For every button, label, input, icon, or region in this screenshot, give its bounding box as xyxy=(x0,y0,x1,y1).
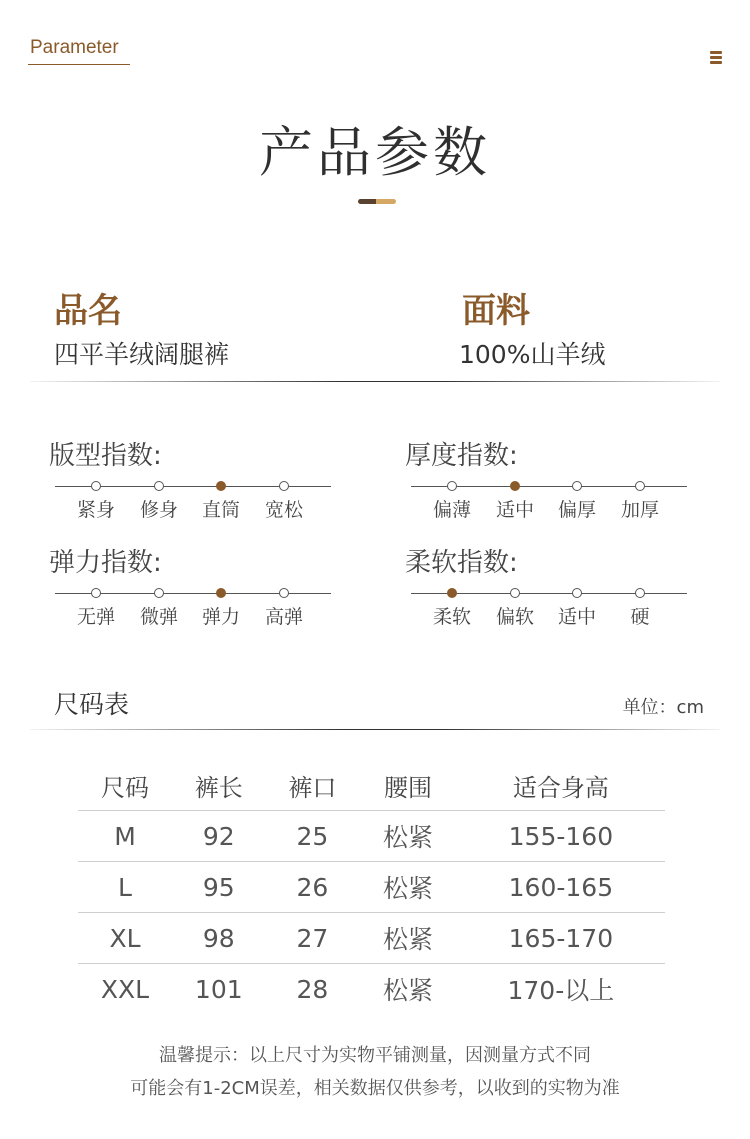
note-line-1: 温馨提示：以上尺寸为实物平铺测量，因测量方式不同 xyxy=(159,1045,591,1066)
table-row xyxy=(78,913,665,964)
scale-option-label: 紧身 xyxy=(76,499,115,521)
table-row xyxy=(78,811,665,862)
scale-option-label: 适中 xyxy=(495,499,534,521)
elasticity-index-scale xyxy=(55,585,331,635)
cell-waist: 松紧 xyxy=(359,964,457,1015)
cell-hem: 25 xyxy=(266,811,360,862)
scale-dot xyxy=(635,481,645,491)
scale-dot xyxy=(91,588,101,598)
softness-index-scale xyxy=(411,585,687,635)
scale-dot xyxy=(572,588,582,598)
header-length: 裤长 xyxy=(172,760,266,811)
scale-dot xyxy=(91,481,101,491)
thickness-index-label: 厚度指数: xyxy=(405,441,518,471)
cell-hem: 28 xyxy=(266,964,360,1015)
scale-option-label: 宽松 xyxy=(264,499,303,521)
softness-index-label: 柔软指数: xyxy=(405,548,518,578)
scale-option-label: 微弹 xyxy=(139,606,178,628)
header-waist: 腰围 xyxy=(359,760,457,811)
cell-length: 98 xyxy=(172,913,266,964)
scale-option-label: 柔软 xyxy=(432,606,471,628)
table-row xyxy=(78,862,665,913)
scale-option-label: 偏软 xyxy=(495,606,534,628)
cell-height: 170-以上 xyxy=(457,964,665,1015)
cell-size: XL xyxy=(78,913,172,964)
scale-option-label: 加厚 xyxy=(620,499,659,521)
cell-size: L xyxy=(78,862,172,913)
header-height: 适合身高 xyxy=(457,760,665,811)
scale-option-label: 修身 xyxy=(139,499,178,521)
table-row xyxy=(78,964,665,1015)
cell-size: M xyxy=(78,811,172,862)
thickness-index-scale xyxy=(411,478,687,528)
size-table xyxy=(78,760,665,1014)
product-name-label: 品名 xyxy=(54,291,122,331)
size-chart-title: 尺码表 xyxy=(54,690,130,719)
cell-waist: 松紧 xyxy=(359,811,457,862)
tag-underline xyxy=(28,64,130,65)
cell-size: XXL xyxy=(78,964,172,1015)
note-line-2: 可能会有1-2CM误差，相关数据仅供参考，以收到的实物为准 xyxy=(130,1078,620,1099)
cell-length: 95 xyxy=(172,862,266,913)
page-title: 产品参数 xyxy=(259,121,491,184)
cell-hem: 26 xyxy=(266,862,360,913)
section-divider xyxy=(30,381,720,382)
cell-waist: 松紧 xyxy=(359,862,457,913)
fabric-value: 100%山羊绒 xyxy=(459,340,606,369)
scale-dot xyxy=(447,481,457,491)
size-chart-divider xyxy=(30,729,720,730)
header-hem: 裤口 xyxy=(266,760,360,811)
scale-dot xyxy=(635,588,645,598)
cell-length: 101 xyxy=(172,964,266,1015)
scale-dot xyxy=(572,481,582,491)
title-accent-bar xyxy=(358,199,396,204)
fit-index-scale xyxy=(55,478,331,528)
cell-height: 155-160 xyxy=(457,811,665,862)
cell-height: 160-165 xyxy=(457,862,665,913)
scale-dot xyxy=(279,588,289,598)
scale-dot-selected xyxy=(216,481,226,491)
product-name-value: 四平羊绒阔腿裤 xyxy=(54,340,230,369)
scale-option-label: 偏薄 xyxy=(432,499,471,521)
scale-dot-selected xyxy=(216,588,226,598)
scale-option-label: 弹力 xyxy=(201,606,240,628)
scale-option-label: 硬 xyxy=(630,606,650,628)
cell-length: 92 xyxy=(172,811,266,862)
scale-option-label: 无弹 xyxy=(76,606,115,628)
fit-index-label: 版型指数: xyxy=(49,441,162,471)
scale-option-label: 高弹 xyxy=(264,606,303,628)
scale-option-label: 偏厚 xyxy=(557,499,596,521)
parameter-tag: Parameter xyxy=(30,37,119,58)
scale-dot xyxy=(154,481,164,491)
fabric-label: 面料 xyxy=(462,291,530,331)
elasticity-index-label: 弹力指数: xyxy=(49,548,162,578)
cell-height: 165-170 xyxy=(457,913,665,964)
scale-dot-selected xyxy=(510,481,520,491)
scale-dot-selected xyxy=(447,588,457,598)
cell-waist: 松紧 xyxy=(359,913,457,964)
menu-icon[interactable] xyxy=(710,51,722,67)
size-table-header xyxy=(78,760,665,811)
scale-dot xyxy=(154,588,164,598)
scale-option-label: 适中 xyxy=(557,606,596,628)
scale-option-label: 直筒 xyxy=(201,499,240,521)
size-chart-unit: 单位：cm xyxy=(622,697,704,718)
header-size: 尺码 xyxy=(78,760,172,811)
cell-hem: 27 xyxy=(266,913,360,964)
scale-dot xyxy=(510,588,520,598)
scale-dot xyxy=(279,481,289,491)
